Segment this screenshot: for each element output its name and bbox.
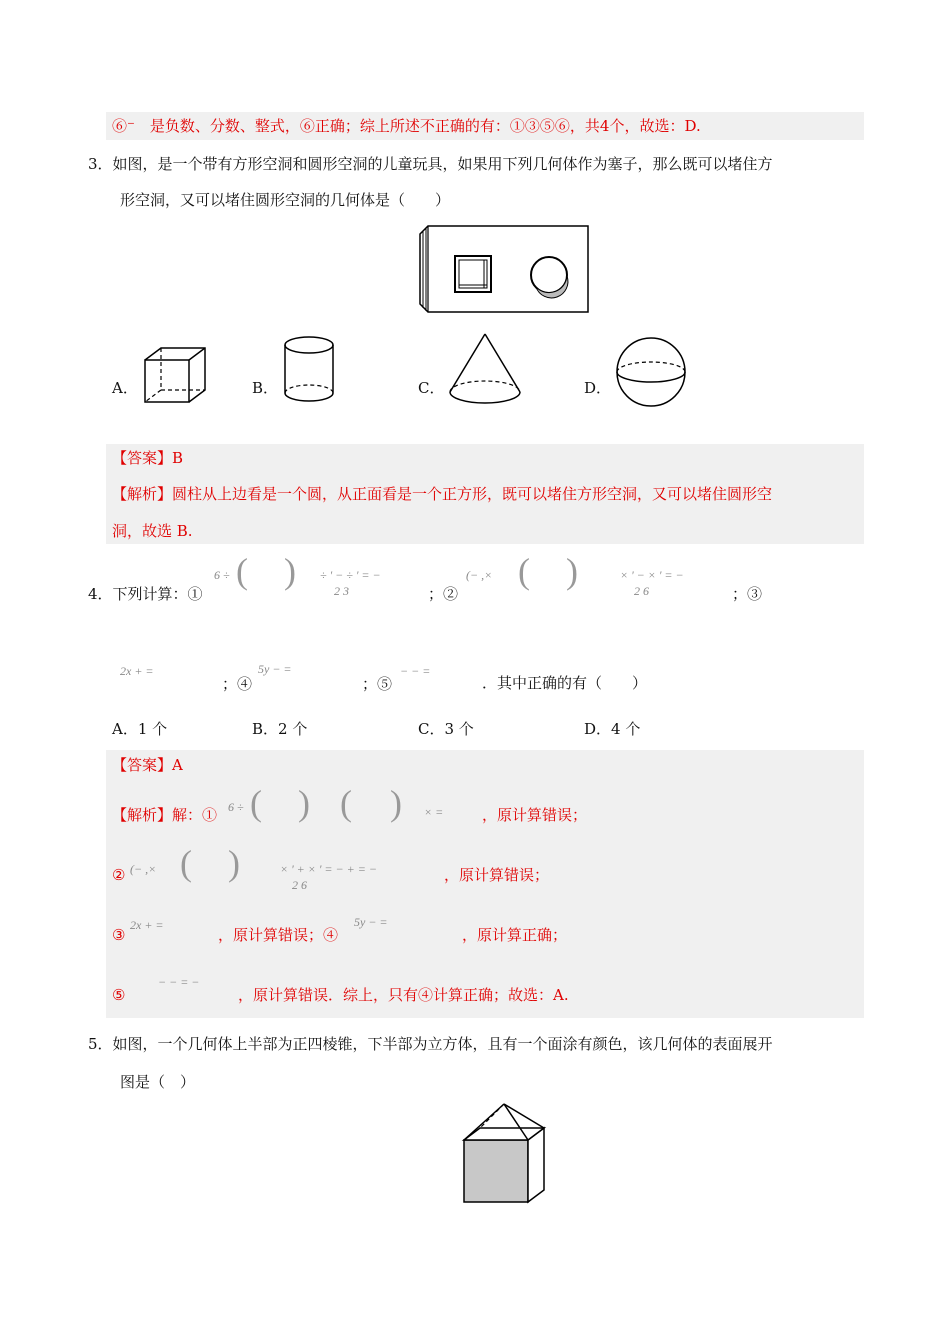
q4-analysis1-tail: ，原计算错误； xyxy=(482,806,588,824)
q4-expr5: − − = xyxy=(400,664,431,678)
q4-expr2-paren-left: ( xyxy=(518,551,530,591)
q5-stem-line1: 5．如图，一个几何体上半部为正四棱锥，下半部为立方体，且有一个面涂有颜色，该几何体的表面展开 xyxy=(88,1035,773,1053)
q4-analysis2-paren-right: ) xyxy=(228,843,240,883)
q3-analysis-line2: 洞，故选 B. xyxy=(112,522,193,540)
q4-stem-tail: ．其中正确的有（ ） xyxy=(482,674,648,692)
q4-analysis4-tail: ，原计算正确； xyxy=(462,926,568,944)
q4-analysis1-math2: × = xyxy=(424,805,444,819)
q4-analysis5-label: ⑤ xyxy=(112,986,126,1004)
q4-analysis5-math: − − = − xyxy=(158,975,200,989)
q3-option-a-label: A． xyxy=(112,379,138,397)
q4-expr4: 5y − = xyxy=(258,662,292,676)
q4-expr2-c: 2 6 xyxy=(634,584,649,598)
q4-sep3: ；③ xyxy=(732,585,763,603)
q3-option-c-label: C． xyxy=(418,379,445,397)
q4-analysis1-label: 【解析】解：① xyxy=(112,806,218,824)
q4-option-a: A．1 个 xyxy=(112,720,168,738)
q4-analysis1-paren2-right: ) xyxy=(390,783,402,823)
q4-expr3: 2x + = xyxy=(120,664,154,678)
q5-stem-line2: 图是（ ） xyxy=(120,1073,196,1091)
cube-option-icon xyxy=(143,346,207,404)
q4-expr1-b: ÷ ' − ÷ ' = − xyxy=(320,568,381,582)
q4-analysis3-math: 2x + = xyxy=(130,918,164,932)
q3-stem-line2: 形空洞，又可以堵住圆形空洞的几何体是（ ） xyxy=(120,191,451,209)
q4-analysis2-math3: 2 6 xyxy=(292,878,307,892)
q4-stem-prefix: 4．下列计算：① xyxy=(88,585,203,603)
q4-analysis1-paren2-left: ( xyxy=(340,783,352,823)
q4-expr1-paren-left: ( xyxy=(236,551,248,591)
pyramid-cube-figure xyxy=(462,1102,546,1204)
q4-expr1-a: 6 ÷ xyxy=(214,568,230,582)
q3-analysis-line1: 【解析】圆柱从上边看是一个圆，从正面看是一个正方形，既可以堵住方形空洞，又可以堵住圆形空 xyxy=(112,485,773,503)
cone-option-icon xyxy=(448,332,522,406)
q4-analysis3-tail: ，原计算错误；④ xyxy=(218,926,339,944)
toy-figure xyxy=(418,224,593,316)
q4-analysis2-tail: ，原计算错误； xyxy=(444,866,550,884)
q2-conclusion-text: ⑥⁻ 是负数、分数、整式，⑥正确；综上所述不正确的有：①③⑤⑥，共4个，故选：D. xyxy=(112,117,701,135)
cylinder-option-icon xyxy=(282,335,336,405)
q4-analysis2-label: ② xyxy=(112,866,126,884)
q4-analysis2-math: (− ,× xyxy=(130,862,157,876)
q4-option-b: B．2 个 xyxy=(252,720,308,738)
q4-expr2-a: (− ,× xyxy=(466,568,493,582)
q3-option-d-label: D． xyxy=(584,379,612,397)
q4-expr1-paren-right: ) xyxy=(284,551,296,591)
q4-analysis1-math: 6 ÷ xyxy=(228,800,244,814)
q3-option-b-label: B． xyxy=(252,379,279,397)
q4-expr1-c: 2 3 xyxy=(334,584,349,598)
q4-sep2: ；② xyxy=(428,585,459,603)
q4-sep4: ；④ xyxy=(222,675,253,693)
q4-answer: 【答案】A xyxy=(112,756,183,774)
sphere-option-icon xyxy=(615,336,687,408)
q4-sep5: ；⑤ xyxy=(362,675,393,693)
q4-analysis5-tail: ，原计算错误．综上，只有④计算正确；故选：A. xyxy=(238,986,569,1004)
q3-answer: 【答案】B xyxy=(112,449,184,467)
q4-analysis4-math: 5y − = xyxy=(354,915,388,929)
q4-option-c: C．3 个 xyxy=(418,720,474,738)
q4-option-d: D．4 个 xyxy=(584,720,641,738)
q4-expr2-b: × ' − × ' = − xyxy=(620,568,684,582)
q4-analysis2-math2: × ' + × ' = − + = − xyxy=(280,862,377,876)
q4-analysis1-paren1-left: ( xyxy=(250,783,262,823)
q4-analysis3-label: ③ xyxy=(112,926,126,944)
q3-stem-line1: 3．如图，是一个带有方形空洞和圆形空洞的儿童玩具，如果用下列几何体作为塞子，那么既可以堵住方 xyxy=(88,155,773,173)
q4-expr2-paren-right: ) xyxy=(566,551,578,591)
q4-analysis2-paren-left: ( xyxy=(180,843,192,883)
q4-analysis1-paren1-right: ) xyxy=(298,783,310,823)
